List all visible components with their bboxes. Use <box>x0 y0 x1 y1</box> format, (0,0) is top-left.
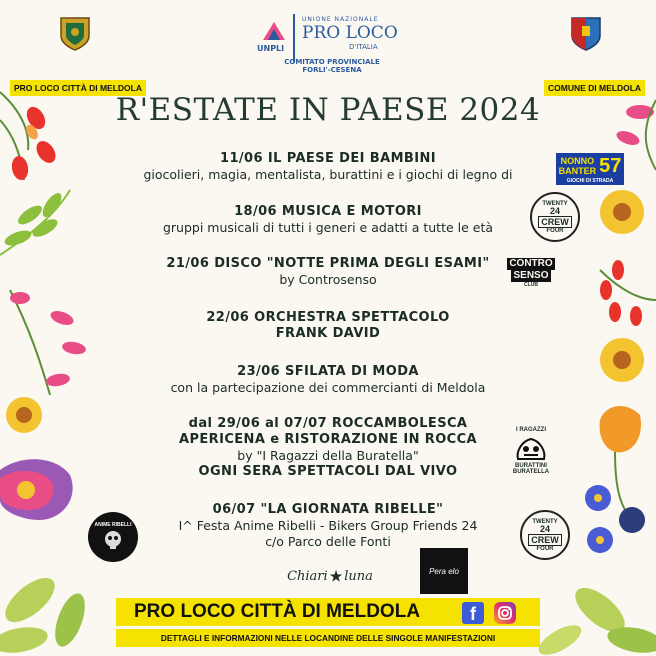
chiari-text: Chiari <box>287 568 328 584</box>
event-detail: giocolieri, magia, mentalista, burattini e i giochi di legno di <box>143 167 513 182</box>
twenty-four-crew-logo <box>520 510 570 560</box>
blue-flowers-right <box>585 485 645 553</box>
controsenso-line1: CONTRO <box>509 258 553 269</box>
event-heading: 06/07 "LA GIORNATA RIBELLE" <box>212 502 444 517</box>
event-item <box>80 256 576 288</box>
unpli-divider <box>293 14 295 62</box>
pro-loco-crest-icon <box>57 12 93 52</box>
leaf-cluster-bottom-left <box>0 570 91 656</box>
pro-loco-label: PRO LOCO CITTÀ DI MELDOLA <box>10 80 146 96</box>
skull-icon <box>101 528 125 552</box>
unpli-province: FORLI'-CESENA <box>302 66 362 74</box>
buratella-top: I RAGAZZI <box>516 427 546 433</box>
footer-title: PRO LOCO CITTÀ DI MELDOLA <box>134 601 421 622</box>
pera-elo-logo: Pera elo <box>420 548 468 594</box>
event-detail: con la partecipazione dei commercianti di Meldola <box>170 380 486 395</box>
crew-text: CREW <box>538 216 572 228</box>
twenty-four-number: 24 <box>539 523 550 534</box>
unpli-union: UNIONE NAZIONALE <box>302 16 379 23</box>
chiari-di-luna-logo <box>284 558 376 594</box>
unpli-comitato: COMITATO PROVINCIALE <box>284 58 380 66</box>
unpli-short: UNPLI <box>257 44 285 53</box>
nonno-banter-logo <box>556 153 624 185</box>
nonno-number: 57 <box>599 154 622 177</box>
unpli-logo <box>257 14 407 74</box>
facebook-icon[interactable]: f <box>462 602 484 624</box>
event-heading-line2: APERICENA e RISTORAZIONE IN ROCCA <box>179 432 477 447</box>
event-detail: FRANK DAVID <box>275 326 381 341</box>
unpli-emblem-icon <box>261 20 287 42</box>
red-bud-cluster-right <box>600 260 656 326</box>
buratella-bottom: BURATELLA <box>512 469 550 475</box>
event-detail: gruppi musicali di tutti i generi e adatti a tutte le età <box>162 220 494 235</box>
comune-label: COMUNE DI MELDOLA <box>544 80 645 96</box>
page-title: R'ESTATE IN PAESE 2024 <box>115 92 541 128</box>
controsenso-logo <box>510 252 552 294</box>
yellow-daisy-left <box>6 397 42 433</box>
event-location: c/o Parco delle Fonti <box>265 534 391 549</box>
event-heading: 22/06 ORCHESTRA SPETTACOLO <box>206 310 450 325</box>
controsenso-line2: SENSO <box>513 270 549 281</box>
pink-flowers-left <box>10 290 87 395</box>
event-item <box>80 310 576 342</box>
anime-ribelli-text: ANIME RIBELLI <box>94 522 132 528</box>
event-detail: by Controsenso <box>279 272 377 287</box>
crew-text: CREW <box>528 534 562 546</box>
unpli-brand: PRO LOCO <box>302 23 398 43</box>
event-note: OGNI SERA SPETTACOLI DAL VIVO <box>198 464 458 479</box>
comune-crest-icon <box>568 12 604 52</box>
nonno-text: NONNO <box>560 156 595 166</box>
event-item <box>80 502 576 550</box>
banter-text: BANTER <box>558 166 597 176</box>
twenty-four-number: 24 <box>549 205 560 216</box>
event-item <box>80 364 576 396</box>
four-text: FOUR <box>546 227 564 234</box>
event-detail: by "I Ragazzi della Buratella" <box>237 448 419 463</box>
buratella-side: BURATTINI <box>515 463 547 469</box>
controsenso-line3: CLUB <box>524 282 538 288</box>
leaf-sprig-left <box>0 190 70 255</box>
event-heading: 18/06 MUSICA E MOTORI <box>234 204 422 219</box>
event-item <box>80 151 576 183</box>
event-detail: I^ Festa Anime Ribelli - Bikers Group Friends 24 <box>178 518 478 533</box>
instagram-icon[interactable] <box>494 602 516 624</box>
purple-flower-left <box>0 459 73 520</box>
event-heading: 21/06 DISCO "NOTTE PRIMA DEGLI ESAMI" <box>166 256 490 271</box>
star-icon: ★ <box>329 567 343 584</box>
anime-ribelli-logo <box>88 512 138 562</box>
leaf-cluster-bottom-right <box>534 580 656 656</box>
nonno-subtitle: GIOCHI DI STRADA <box>566 177 614 184</box>
event-heading: 11/06 IL PAESE DEI BAMBINI <box>220 151 436 166</box>
twenty-text: TWENTY <box>532 518 558 525</box>
event-heading: 23/06 SFILATA DI MODA <box>237 364 419 379</box>
unpli-italia: D'ITALIA <box>349 43 378 51</box>
luna-text: luna <box>344 568 373 584</box>
buratella-logo <box>500 420 562 482</box>
event-item <box>80 204 576 236</box>
twenty-text: TWENTY <box>542 200 568 207</box>
event-heading: dal 29/06 al 07/07 ROCCAMBOLESCA <box>188 416 468 431</box>
four-text: FOUR <box>536 545 554 552</box>
buratella-drawing-icon <box>514 433 548 463</box>
twenty-four-crew-logo <box>530 192 580 242</box>
footer-subtitle: DETTAGLI E INFORMAZIONI NELLE LOCANDINE DELLE SINGOLE MANIFESTAZIONI <box>116 629 540 647</box>
